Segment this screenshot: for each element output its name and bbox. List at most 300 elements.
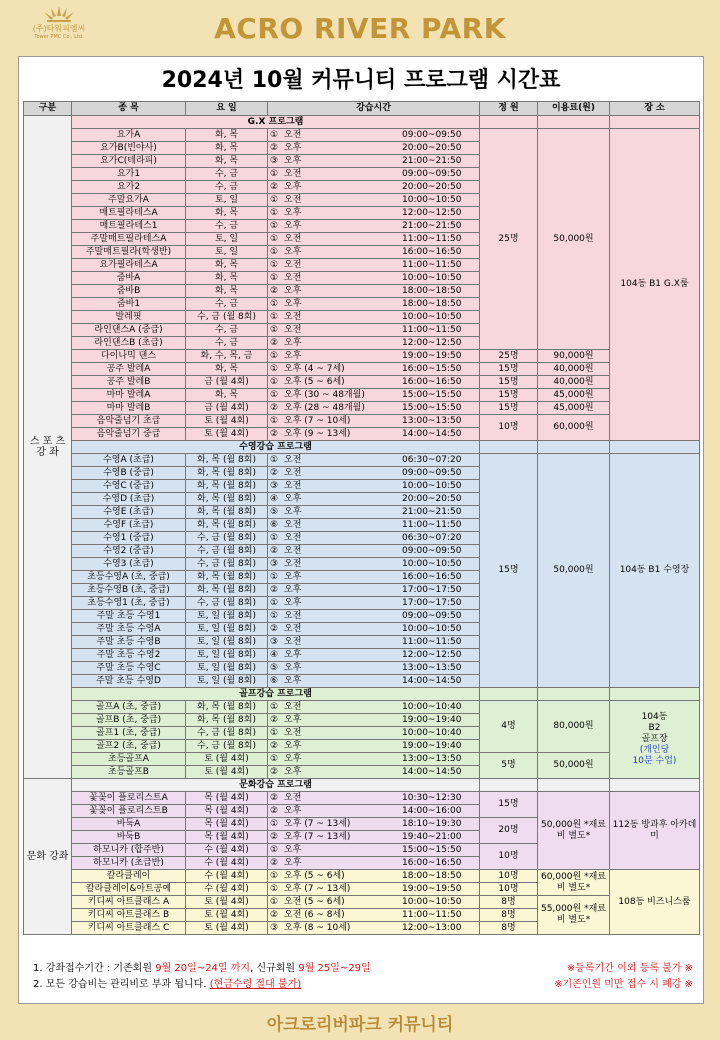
session-period: 오후 (5 ~ 6세)	[284, 376, 345, 387]
program-name: 발레핏	[72, 311, 186, 324]
program-days: 화, 수, 목, 금	[186, 350, 268, 363]
program-name: 요가C(테라피)	[72, 155, 186, 168]
program-name: 요가필라테스A	[72, 259, 186, 272]
class-time	[268, 675, 480, 688]
venue-gx: 104동 B1 G.X룸	[610, 129, 700, 441]
venue-culture-business: 108동 비즈니스룸	[610, 870, 700, 935]
program-name: 매트필라테스A	[72, 207, 186, 220]
class-time	[268, 168, 480, 181]
program-name: 요가1	[72, 168, 186, 181]
category-culture: 문화 강좌	[24, 779, 72, 935]
session-hours: 10:00~10:50	[402, 623, 462, 634]
capacity: 15명	[480, 376, 538, 389]
program-name: 키디씨 아트클래스 C	[72, 922, 186, 935]
table-row	[24, 363, 700, 376]
program-name: 마마 발레A	[72, 389, 186, 402]
session-number: ①	[270, 207, 279, 218]
program-name: 초등골프B	[72, 766, 186, 779]
fee: 50,000원	[538, 454, 610, 688]
program-days: 수 (월 4회)	[186, 844, 268, 857]
class-time	[268, 298, 480, 311]
session-number: ①	[270, 389, 279, 400]
class-time	[268, 506, 480, 519]
col-header: 구분	[24, 102, 72, 116]
session-period: 오후	[284, 584, 302, 595]
category-sports: 스 포 츠 강 좌	[24, 116, 72, 779]
program-days: 수, 금	[186, 337, 268, 350]
program-days: 화, 목 (월 8회)	[186, 571, 268, 584]
program-days: 토 (월 4회)	[186, 896, 268, 909]
program-name: 꽃꽂이 플로리스트B	[72, 805, 186, 818]
session-period: 오후	[284, 506, 302, 517]
table-cell	[610, 688, 700, 701]
session-hours: 10:00~10:50	[402, 311, 462, 322]
capacity: 8명	[480, 909, 538, 922]
program-days: 토, 일	[186, 194, 268, 207]
class-time	[268, 792, 480, 805]
session-hours: 18:00~18:50	[402, 870, 462, 881]
session-number: ⑥	[270, 675, 279, 686]
class-time	[268, 142, 480, 155]
session-number: ①	[270, 818, 279, 829]
capacity: 25명	[480, 129, 538, 350]
program-days: 목 (월 4회)	[186, 805, 268, 818]
schedule-sheet	[18, 56, 704, 1004]
session-hours: 17:00~17:50	[402, 584, 462, 595]
program-days: 목 (월 4회)	[186, 792, 268, 805]
col-header: 종 목	[72, 102, 186, 116]
table-row	[24, 129, 700, 142]
session-number: ②	[270, 545, 279, 556]
program-days: 화, 목 (월 8회)	[186, 493, 268, 506]
program-name: 마마 발레B	[72, 402, 186, 415]
session-hours: 11:00~11:50	[402, 233, 462, 244]
program-name: 하모니카 (초급반)	[72, 857, 186, 870]
page-title: 2024년 10월 커뮤니티 프로그램 시간표	[161, 68, 561, 93]
session-hours: 21:00~21:50	[402, 155, 462, 166]
class-time	[268, 818, 480, 831]
session-number: ②	[270, 909, 279, 920]
class-time	[268, 402, 480, 415]
session-hours: 09:00~09:50	[402, 467, 462, 478]
program-days: 토 (월 4회)	[186, 428, 268, 441]
class-time	[268, 246, 480, 259]
session-number: ①	[270, 129, 279, 140]
table-cell	[538, 116, 610, 129]
program-days: 토, 일 (월 8회)	[186, 675, 268, 688]
class-time	[268, 714, 480, 727]
program-days: 토 (월 4회)	[186, 753, 268, 766]
session-period: 오전	[284, 610, 302, 621]
session-hours: 19:00~19:40	[402, 740, 462, 751]
session-period: 오후	[284, 155, 302, 166]
session-number: ②	[270, 831, 279, 842]
session-hours: 19:00~19:50	[402, 883, 462, 894]
program-days: 화, 목 (월 8회)	[186, 454, 268, 467]
class-time	[268, 233, 480, 246]
class-time	[268, 324, 480, 337]
session-number: ①	[270, 454, 279, 465]
program-name: 라인댄스A (중급)	[72, 324, 186, 337]
program-name: 수영1 (중급)	[72, 532, 186, 545]
session-hours: 10:00~10:50	[402, 194, 462, 205]
class-time	[268, 220, 480, 233]
session-period: 오후	[284, 350, 302, 361]
program-name: 요가B(빈야사)	[72, 142, 186, 155]
table-row	[24, 441, 700, 454]
capacity: 5명	[480, 753, 538, 779]
session-number: ①	[270, 610, 279, 621]
session-number: ③	[270, 155, 279, 166]
program-days: 화, 목	[186, 272, 268, 285]
class-time	[268, 844, 480, 857]
program-name: 주말매트필라테스A	[72, 233, 186, 246]
class-time	[268, 597, 480, 610]
session-number: ①	[270, 896, 279, 907]
session-number: ②	[270, 857, 279, 868]
program-days: 화, 목 (월 8회)	[186, 519, 268, 532]
table-row	[24, 350, 700, 363]
capacity: 25명	[480, 350, 538, 363]
session-number: ①	[270, 844, 279, 855]
class-time	[268, 831, 480, 844]
session-number: ②	[270, 584, 279, 595]
session-period: 오후	[284, 571, 302, 582]
class-time	[268, 480, 480, 493]
program-name: 주말 초등 수영A	[72, 623, 186, 636]
fee: 40,000원	[538, 363, 610, 376]
table-cell	[480, 688, 538, 701]
fee: 60,000원 *재료비 별도*	[538, 870, 610, 896]
program-days: 수, 금 (월 8회)	[186, 311, 268, 324]
class-time	[268, 857, 480, 870]
capacity: 10명	[480, 870, 538, 883]
program-name: 주말 초등 수영C	[72, 662, 186, 675]
venue-golf	[610, 701, 700, 779]
session-period: 오후 (28 ~ 48개월)	[284, 402, 365, 413]
session-number: ②	[270, 792, 279, 803]
program-name: 주말매트필라(학생반)	[72, 246, 186, 259]
capacity: 8명	[480, 896, 538, 909]
session-number: ①	[270, 532, 279, 543]
session-period: 오후	[284, 675, 302, 686]
program-days: 화, 목	[186, 285, 268, 298]
program-name: 매트필라테스1	[72, 220, 186, 233]
class-time	[268, 428, 480, 441]
capacity: 15명	[480, 402, 538, 415]
program-days: 토 (월 4회)	[186, 766, 268, 779]
class-time	[268, 870, 480, 883]
class-time	[268, 610, 480, 623]
session-hours: 12:00~12:50	[402, 649, 462, 660]
session-number: ②	[270, 714, 279, 725]
session-hours: 09:00~09:50	[402, 168, 462, 179]
session-period: 오후	[284, 857, 302, 868]
session-period: 오후	[284, 298, 302, 309]
table-row	[24, 753, 700, 766]
session-period: 오후	[284, 220, 302, 231]
program-name: 키디씨 아트클래스 B	[72, 909, 186, 922]
capacity: 4명	[480, 701, 538, 753]
fee: 45,000원	[538, 402, 610, 415]
program-name: 칼라클레이&아트공예	[72, 883, 186, 896]
program-days: 수, 금 (월 8회)	[186, 558, 268, 571]
session-period: 오후	[284, 493, 302, 504]
company-name-en: Tower PMC Co., Ltd.	[34, 34, 84, 40]
session-period: 오후	[284, 207, 302, 218]
session-hours: 14:00~14:50	[402, 428, 462, 439]
session-hours: 19:00~19:40	[402, 714, 462, 725]
class-time	[268, 207, 480, 220]
class-time	[268, 662, 480, 675]
program-days: 수, 금	[186, 181, 268, 194]
program-name: 수영F (초급)	[72, 519, 186, 532]
session-hours: 06:30~07:20	[402, 532, 462, 543]
session-hours: 10:00~10:50	[402, 558, 462, 569]
program-name: 하모니카 (합주반)	[72, 844, 186, 857]
table-row	[24, 389, 700, 402]
program-name: 골프1 (초, 중급)	[72, 727, 186, 740]
session-period: 오전	[284, 311, 302, 322]
class-time	[268, 727, 480, 740]
class-time	[268, 545, 480, 558]
program-name: 주말 초등 수영D	[72, 675, 186, 688]
session-period: 오후 (7 ~ 13세)	[284, 831, 351, 842]
session-number: ④	[270, 493, 279, 504]
session-period: 오후 (7 ~ 10세)	[284, 415, 351, 426]
session-period: 오후	[284, 662, 302, 673]
session-hours: 17:00~17:50	[402, 597, 462, 608]
session-hours: 19:40~21:00	[402, 831, 462, 842]
fee: 55,000원 *재료비 별도*	[538, 896, 610, 935]
session-hours: 10:00~10:50	[402, 272, 462, 283]
class-time	[268, 363, 480, 376]
program-name: 주말 초등 수영B	[72, 636, 186, 649]
program-days: 수, 금 (월 8회)	[186, 740, 268, 753]
session-hours: 10:00~10:40	[402, 701, 462, 712]
program-days: 화, 목 (월 8회)	[186, 701, 268, 714]
fee: 50,000원	[538, 129, 610, 350]
session-number: ①	[270, 168, 279, 179]
session-hours: 19:00~19:50	[402, 350, 462, 361]
session-period: 오전	[284, 519, 302, 530]
session-hours: 21:00~21:50	[402, 506, 462, 517]
program-days: 금 (월 4회)	[186, 402, 268, 415]
brand-title: ACRO RIVER PARK	[214, 12, 506, 45]
session-period: 오전	[284, 558, 302, 569]
program-name: 바둑B	[72, 831, 186, 844]
session-period: 오전	[284, 454, 302, 465]
capacity: 8명	[480, 922, 538, 935]
program-days: 수 (월 4회)	[186, 870, 268, 883]
program-days: 화, 목 (월 8회)	[186, 714, 268, 727]
venue-name: 104동 B2 골프장	[641, 712, 668, 744]
class-time	[268, 389, 480, 402]
session-period: 오후	[284, 740, 302, 751]
program-days: 화, 목	[186, 259, 268, 272]
session-hours: 09:00~09:50	[402, 129, 462, 140]
program-name: 꽃꽂이 플로리스트A	[72, 792, 186, 805]
program-name: 라인댄스B (초급)	[72, 337, 186, 350]
session-period: 오후	[284, 337, 302, 348]
capacity: 15명	[480, 363, 538, 376]
class-time	[268, 753, 480, 766]
program-name: 골프B (초, 중급)	[72, 714, 186, 727]
session-number: ①	[270, 753, 279, 764]
session-number: ①	[270, 363, 279, 374]
session-period: 오전	[284, 532, 302, 543]
session-number: ①	[270, 259, 279, 270]
session-hours: 18:10~19:30	[402, 818, 462, 829]
section-title-golf: 골프강습 프로그램	[72, 688, 480, 701]
program-name: 초등수영1 (초, 중급)	[72, 597, 186, 610]
session-hours: 13:00~13:50	[402, 753, 462, 764]
session-number: ②	[270, 428, 279, 439]
session-number: ②	[270, 467, 279, 478]
session-period: 오전	[284, 545, 302, 556]
session-period: 오후	[284, 649, 302, 660]
venue-swim: 104동 B1 수영장	[610, 454, 700, 688]
program-days: 토 (월 4회)	[186, 415, 268, 428]
program-name: 수영A (초급)	[72, 454, 186, 467]
class-time	[268, 636, 480, 649]
program-name: 공주 발레A	[72, 363, 186, 376]
session-period: 오전	[284, 636, 302, 647]
program-days: 토, 일	[186, 246, 268, 259]
session-hours: 15:00~15:50	[402, 402, 462, 413]
session-period: 오전	[284, 233, 302, 244]
session-period: 오후 (8 ~ 10세)	[284, 922, 351, 933]
program-name: 다이나믹 댄스	[72, 350, 186, 363]
session-period: 오전 (5 ~ 6세)	[284, 896, 345, 907]
table-row	[24, 402, 700, 415]
session-number: ①	[270, 597, 279, 608]
session-number: ②	[270, 285, 279, 296]
session-number: ①	[270, 298, 279, 309]
program-name: 요가A	[72, 129, 186, 142]
program-name: 주말 초등 수영2	[72, 649, 186, 662]
program-days: 화, 목	[186, 389, 268, 402]
class-time	[268, 571, 480, 584]
note-highlight: 9월 20일~24일 까지	[155, 963, 251, 974]
program-name: 수영3 (초급)	[72, 558, 186, 571]
session-period: 오전	[284, 480, 302, 491]
session-hours: 16:00~16:50	[402, 376, 462, 387]
class-time	[268, 909, 480, 922]
session-hours: 20:00~20:50	[402, 181, 462, 192]
program-days: 수, 금 (월 8회)	[186, 545, 268, 558]
session-hours: 18:00~18:50	[402, 298, 462, 309]
note-text: , 신규회원	[250, 963, 299, 974]
session-period: 오전	[284, 194, 302, 205]
session-period: 오후 (4 ~ 7세)	[284, 363, 345, 374]
class-time	[268, 467, 480, 480]
session-hours: 15:00~15:50	[402, 389, 462, 400]
program-days: 화, 목	[186, 142, 268, 155]
capacity: 10명	[480, 883, 538, 896]
table-row	[24, 792, 700, 805]
session-hours: 11:00~11:50	[402, 519, 462, 530]
program-name: 주말 초등 수영1	[72, 610, 186, 623]
class-time	[268, 766, 480, 779]
program-days: 토, 일 (월 8회)	[186, 649, 268, 662]
capacity: 15명	[480, 389, 538, 402]
program-days: 화, 목 (월 8회)	[186, 480, 268, 493]
class-time	[268, 259, 480, 272]
session-hours: 10:30~12:30	[402, 792, 462, 803]
class-time	[268, 883, 480, 896]
program-name: 초등골프A	[72, 753, 186, 766]
fee: 45,000원	[538, 389, 610, 402]
session-hours: 16:00~15:50	[402, 363, 462, 374]
session-period: 오후	[284, 285, 302, 296]
class-time	[268, 623, 480, 636]
footer-title: 아크로리버파크 커뮤니티	[266, 1015, 454, 1035]
session-number: ①	[270, 571, 279, 582]
class-time	[268, 376, 480, 389]
note-text: 2. 모든 강습비는 관리비로 부과 됩니다.	[33, 979, 210, 990]
fee: 50,000원	[538, 753, 610, 779]
class-time	[268, 701, 480, 714]
session-number: ②	[270, 805, 279, 816]
capacity: 10명	[480, 844, 538, 870]
session-hours: 12:00~12:50	[402, 207, 462, 218]
session-number: ①	[270, 194, 279, 205]
session-hours: 11:00~11:50	[402, 259, 462, 270]
session-number: ①	[270, 324, 279, 335]
session-period: 오후	[284, 246, 302, 257]
session-period: 오후	[284, 805, 302, 816]
program-name: 주말요가A	[72, 194, 186, 207]
class-time	[268, 805, 480, 818]
session-period: 오전	[284, 272, 302, 283]
class-time	[268, 350, 480, 363]
program-days: 화, 목	[186, 155, 268, 168]
capacity: 15명	[480, 454, 538, 688]
fee: 80,000원	[538, 701, 610, 753]
session-period: 오전	[284, 129, 302, 140]
class-time	[268, 519, 480, 532]
session-hours: 18:00~18:50	[402, 285, 462, 296]
session-hours: 16:00~16:50	[402, 571, 462, 582]
program-days: 수, 금	[186, 168, 268, 181]
section-title-gx: G.X 프로그램	[72, 116, 480, 129]
section-title-swim: 수영강습 프로그램	[72, 441, 480, 454]
session-period: 오전	[284, 467, 302, 478]
table-cell	[480, 116, 538, 129]
session-hours: 12:00~12:50	[402, 337, 462, 348]
session-number: ②	[270, 337, 279, 348]
class-time	[268, 649, 480, 662]
session-number: ①	[270, 311, 279, 322]
program-name: 줌바B	[72, 285, 186, 298]
session-hours: 12:00~13:00	[402, 922, 462, 933]
session-hours: 13:00~13:50	[402, 415, 462, 426]
session-period: 오후	[284, 597, 302, 608]
class-time	[268, 129, 480, 142]
class-time	[268, 584, 480, 597]
program-days: 토 (월 4회)	[186, 909, 268, 922]
program-days: 금 (월 4회)	[186, 376, 268, 389]
class-time	[268, 415, 480, 428]
program-days: 토 (월 4회)	[186, 922, 268, 935]
fee: 60,000원	[538, 415, 610, 441]
program-days: 토, 일	[186, 233, 268, 246]
program-days: 목 (월 4회)	[186, 831, 268, 844]
session-number: ⑤	[270, 506, 279, 517]
session-hours: 15:00~15:50	[402, 844, 462, 855]
program-name: 공주 발레B	[72, 376, 186, 389]
